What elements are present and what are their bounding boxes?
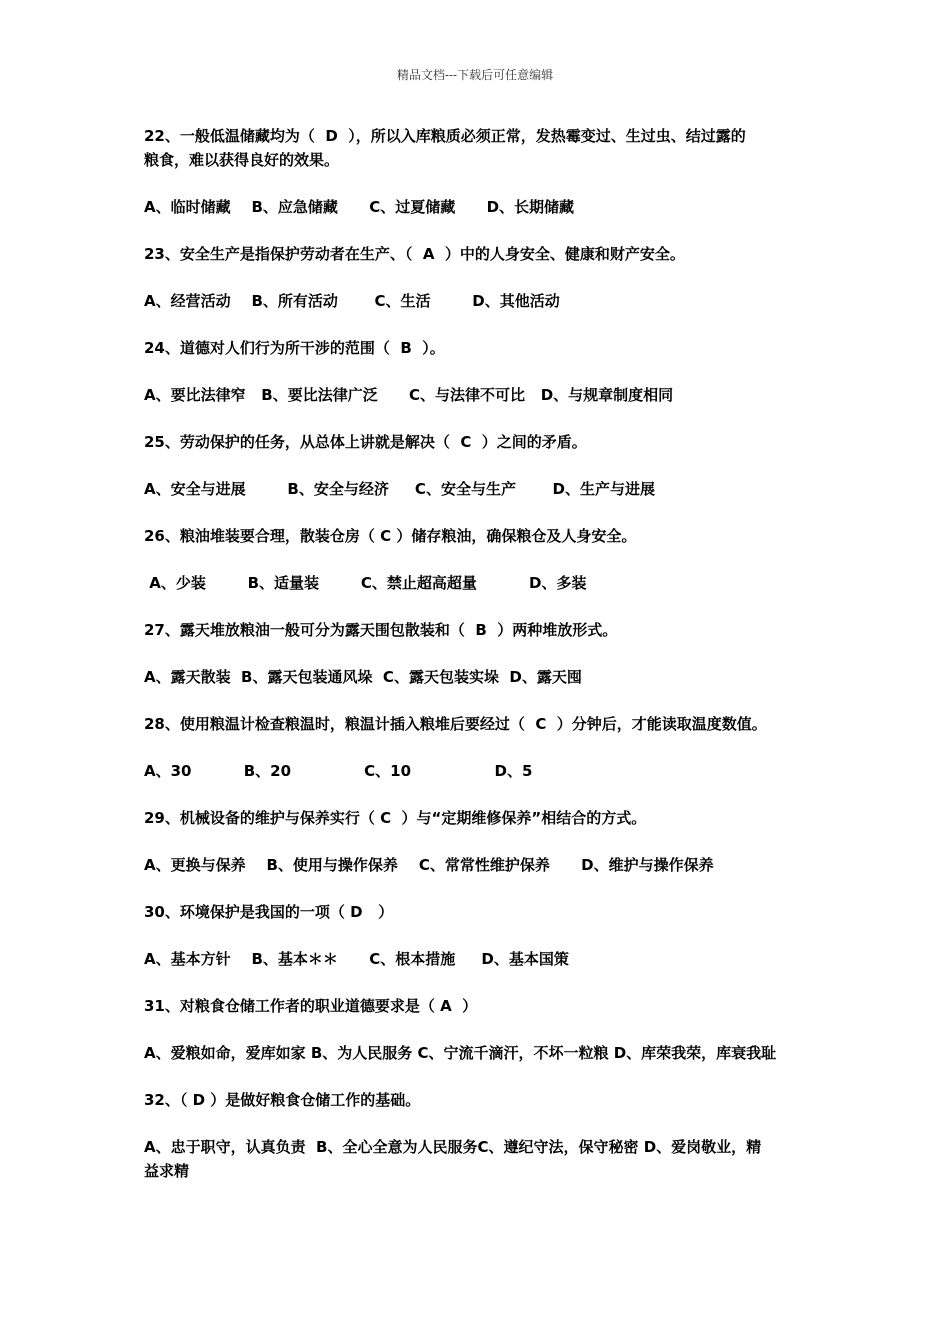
question-stem: 28、使用粮温计检查粮温时，粮温计插入粮堆后要经过（ C ）分钟后，才能读取温度数值。 <box>144 715 767 733</box>
question-stem: 31、对粮食仓储工作者的职业道德要求是（ A ） <box>144 997 478 1015</box>
question-24 <box>144 336 814 407</box>
question-options: A、要比法律窄 B、要比法律广泛 C、与法律不可比 D、与规章制度相同 <box>144 386 674 404</box>
question-stem: 26、粮油堆装要合理，散装仓房（ C ）储存粮油，确保粮仓及人身安全。 <box>144 527 637 545</box>
question-27 <box>144 618 814 689</box>
question-22 <box>144 124 814 219</box>
question-stem: 24、道德对人们行为所干涉的范围（ B ）。 <box>144 339 445 357</box>
question-stem: 27、露天堆放粮油一般可分为露天围包散装和（ B ）两种堆放形式。 <box>144 621 618 639</box>
question-options-continued: 益求精 <box>144 1162 190 1180</box>
question-23 <box>144 242 814 313</box>
question-stem: 25、劳动保护的任务，从总体上讲就是解决（ C ）之间的矛盾。 <box>144 433 587 451</box>
question-30 <box>144 900 814 971</box>
question-options: A、基本方针 B、基本＊＊ C、根本措施 D、基本国策 <box>144 950 569 968</box>
question-32 <box>144 1088 814 1183</box>
question-stem: 29、机械设备的维护与保养实行（ C ）与“定期维修保养”相结合的方式。 <box>144 809 647 827</box>
question-stem: 22、一般低温储藏均为（ D ），所以入库粮质必须正常，发热霉变过、生过虫、结过露的 <box>144 127 746 145</box>
question-options: A、爱粮如命，爱库如家 B、为人民服务 C、宁流千滴汗，不坏一粒粮 D、库荣我荣，库衰我耻 <box>144 1044 777 1062</box>
question-stem-continued: 粮食，难以获得良好的效果。 <box>144 151 340 169</box>
question-options: A、少装 B、适量装 C、禁止超高超量 D、多装 <box>144 574 587 592</box>
question-options: A、露天散装 B、露天包装通风垛 C、露天包装实垛 D、露天囤 <box>144 668 582 686</box>
question-options: A、临时储藏 B、应急储藏 C、过夏储藏 D、长期储藏 <box>144 198 575 216</box>
question-29 <box>144 806 814 877</box>
question-25 <box>144 430 814 501</box>
question-31 <box>144 994 814 1065</box>
question-options: A、安全与进展 B、安全与经济 C、安全与生产 D、生产与进展 <box>144 480 655 498</box>
question-options: A、忠于职守，认真负责 B、全心全意为人民服务C、遵纪守法，保守秘密 D、爱岗敬业，精 <box>144 1138 762 1156</box>
question-options: A、更换与保养 B、使用与操作保养 C、常常性维护保养 D、维护与操作保养 <box>144 856 714 874</box>
question-list <box>144 124 814 1183</box>
question-26 <box>144 524 814 595</box>
question-28 <box>144 712 814 783</box>
question-options: A、经营活动 B、所有活动 C、生活 D、其他活动 <box>144 292 560 310</box>
question-stem: 30、环境保护是我国的一项（ D ） <box>144 903 394 921</box>
question-stem: 23、安全生产是指保护劳动者在生产、（ A ）中的人身安全、健康和财产安全。 <box>144 245 685 263</box>
question-stem: 32、（ D ）是做好粮食仓储工作的基础。 <box>144 1091 421 1109</box>
question-options: A、30 B、20 C、10 D、5 <box>144 762 533 780</box>
page-header: 精品文档---下载后可任意编辑 <box>396 68 554 82</box>
